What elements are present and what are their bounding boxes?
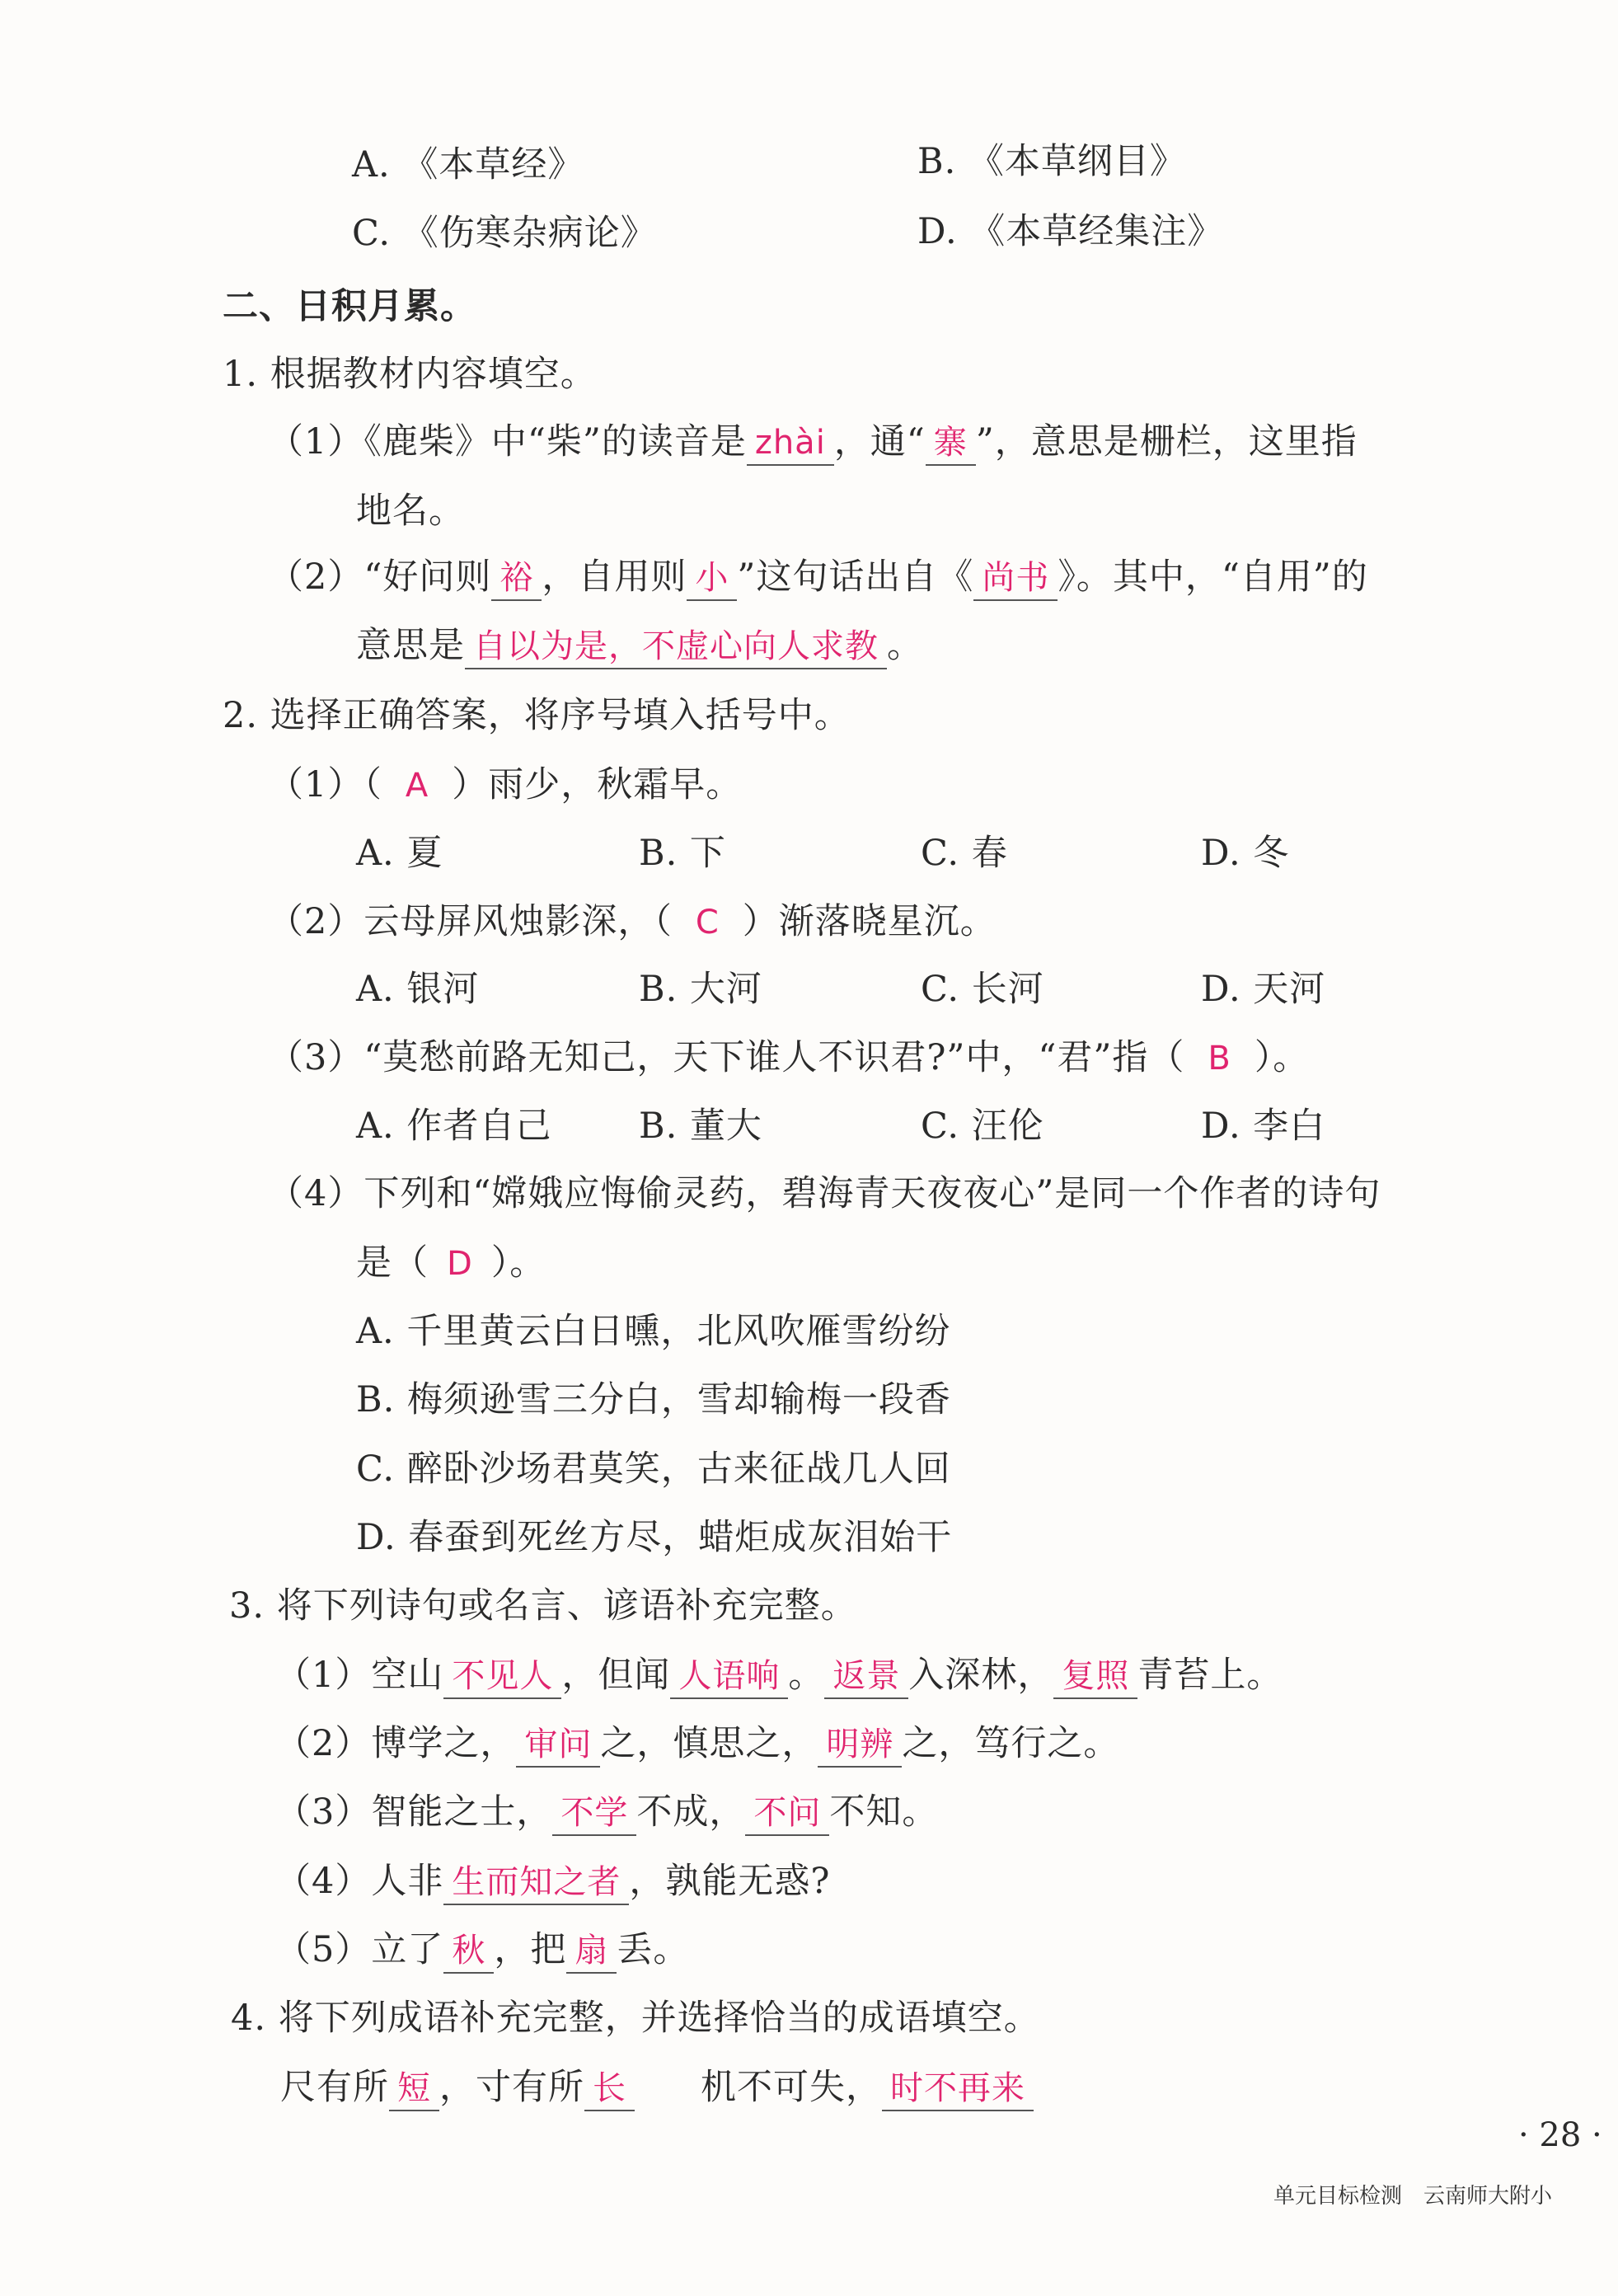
answer-blank: 返景 xyxy=(824,1655,908,1699)
q2-1-option-d: D. 冬 xyxy=(1201,833,1290,874)
answer-blank: 小 xyxy=(687,556,737,601)
question-1-2: （2）“好问则 裕 ，自用则 小 ”这句话出自《 尚书 》。其中，“自用”的 xyxy=(268,552,1368,602)
question-2-4-cont: 是（ D ）。 xyxy=(356,1242,546,1284)
q2-3-option-b: B. 董大 xyxy=(639,1106,762,1147)
q2-4-option-c: C. 醉卧沙场君莫笑，古来征战几人回 xyxy=(356,1448,951,1490)
answer-choice: B xyxy=(1208,1040,1231,1078)
question-2-2: （2）云母屏风烛影深，（ C ）渐落晓星沉。 xyxy=(268,901,997,942)
q2-3-option-c: C. 汪伦 xyxy=(921,1106,1044,1147)
question-1-1-cont: 地名。 xyxy=(356,491,465,532)
q2-4-option-d: D. 春蚕到死丝方尽，蜡炬成灰泪始干 xyxy=(356,1517,953,1558)
question-3-4: （4）人非 生而知之者 ，孰能无惑? xyxy=(275,1857,830,1906)
question-4-title: 4. 将下列成语补充完整，并选择恰当的成语填空。 xyxy=(231,1998,1040,2039)
question-1-1: （1）《鹿柴》中“柴”的读音是 zhài ，通“ 寨 ”，意思是栅栏，这里指 xyxy=(268,417,1358,467)
answer-blank: 复照 xyxy=(1053,1655,1137,1699)
answer-choice: A xyxy=(405,767,429,805)
answer-blank: 不问 xyxy=(745,1791,829,1836)
answer-blank: 明辨 xyxy=(818,1723,902,1768)
answer-choice: D xyxy=(447,1245,473,1283)
answer-choice: C xyxy=(695,904,720,941)
answer-blank: 尚书 xyxy=(973,556,1058,601)
answer-blank: 时不再来 xyxy=(882,2067,1034,2111)
option-d: D. 《本草经集注》 xyxy=(917,211,1224,252)
answer-blank: 不学 xyxy=(552,1791,636,1836)
question-1-title: 1. 根据教材内容填空。 xyxy=(223,354,597,395)
answer-blank: 寨 xyxy=(926,421,976,466)
question-3-5: （5）立了 秋 ，把 扇 丢。 xyxy=(275,1925,689,1974)
answer-blank: 短 xyxy=(389,2067,439,2111)
q2-3-option-a: A. 作者自己 xyxy=(356,1106,552,1147)
q2-2-option-a: A. 银河 xyxy=(356,969,480,1010)
q2-1-option-b: B. 下 xyxy=(639,833,726,874)
q2-4-option-a: A. 千里黄云白日曛，北风吹雁雪纷纷 xyxy=(356,1311,951,1352)
answer-blank: 生而知之者 xyxy=(443,1861,629,1905)
q2-1-option-a: A. 夏 xyxy=(356,833,443,874)
q2-2-option-c: C. 长河 xyxy=(921,969,1044,1010)
answer-blank: 自以为是，不虚心向人求教 xyxy=(465,625,887,669)
option-a: A. 《本草经》 xyxy=(352,144,584,185)
answer-blank: 扇 xyxy=(566,1929,617,1974)
question-3-title: 3. 将下列诗句或名言、谚语补充完整。 xyxy=(229,1585,857,1627)
question-2-1: （1）（ A ）雨少，秋霜早。 xyxy=(268,764,743,805)
answer-blank: 审问 xyxy=(516,1723,600,1768)
question-3-2: （2）博学之， 审问 之，慎思之， 明辨 之，笃行之。 xyxy=(275,1719,1119,1768)
question-3-1: （1）空山 不见人 ，但闻 人语响 。 返景 入深林， 复照 青苔上。 xyxy=(275,1650,1283,1700)
q2-2-option-d: D. 天河 xyxy=(1201,969,1326,1010)
question-2-3: （3）“莫愁前路无知己，天下谁人不识君?”中，“君”指（ B ）。 xyxy=(268,1037,1310,1078)
q2-2-option-b: B. 大河 xyxy=(639,969,762,1010)
answer-blank: 秋 xyxy=(443,1929,494,1974)
page-number: · 28 · xyxy=(1518,2116,1602,2154)
q2-4-option-b: B. 梅须逊雪三分白，雪却输梅一段香 xyxy=(356,1379,951,1420)
question-2-title: 2. 选择正确答案，将序号填入括号中。 xyxy=(223,695,851,736)
option-c: C. 《伤寒杂病论》 xyxy=(352,213,657,254)
q2-3-option-d: D. 李白 xyxy=(1201,1106,1326,1147)
answer-blank: 长 xyxy=(584,2067,635,2111)
question-1-2-cont: 意思是 自以为是，不虚心向人求教 。 xyxy=(356,621,923,670)
question-2-4: （4）下列和“嫦娥应悔偷灵药，碧海青天夜夜心”是同一个作者的诗句 xyxy=(268,1173,1381,1214)
answer-blank: 不见人 xyxy=(443,1655,561,1699)
footer-text: 单元目标检测 云南师大附小 xyxy=(1273,2184,1553,2209)
answer-blank: 人语响 xyxy=(670,1655,788,1699)
section-heading: 二、日积月累。 xyxy=(223,286,476,327)
question-3-3: （3）智能之士， 不学 不成， 不问 不知。 xyxy=(275,1787,938,1837)
answer-blank: 裕 xyxy=(491,556,542,601)
question-4-line: 尺有所 短 ，寸有所 长 机不可失， 时不再来 xyxy=(280,2063,1034,2112)
option-b: B. 《本草纲目》 xyxy=(917,141,1186,182)
q2-1-option-c: C. 春 xyxy=(921,833,1008,874)
answer-blank: zhài xyxy=(747,421,834,466)
